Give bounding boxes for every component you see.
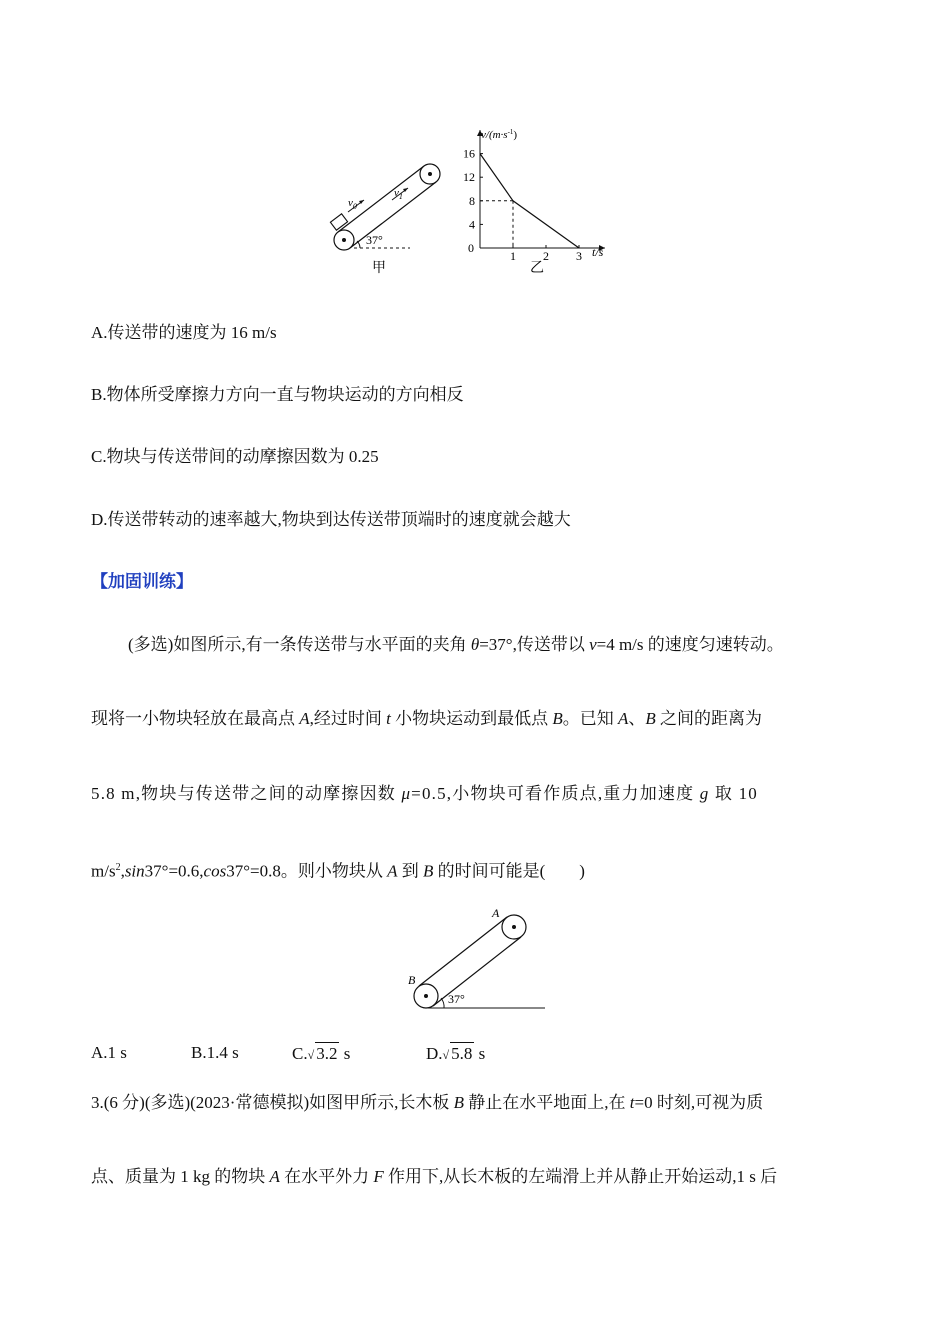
y-tick-label: 12 <box>463 170 475 185</box>
point-b-label: B <box>408 973 416 987</box>
caption-jia: 甲 <box>372 261 386 276</box>
point-a-label: A <box>492 906 500 920</box>
v0-label: $v_0$ <box>348 197 357 211</box>
origin-label: 0 <box>468 241 474 255</box>
q2-option-a: A.1 s <box>91 1043 127 1062</box>
caption-yi: 乙 <box>530 261 544 276</box>
q1-option-d: D.传送带转动的速率越大,物块到达传送带顶端时的速度就会越大 <box>91 510 571 529</box>
q2-option-c: C.√ 3.2 s <box>292 1044 351 1063</box>
q2-line-1: (多选)如图所示,有一条传送带与水平面的夹角 θ=37°,传送带以 v=4 m/s 的速度匀速转动。 <box>128 635 784 654</box>
figure-conveyor-and-vt-graph <box>320 120 620 280</box>
section-header: 【加固训练】 <box>91 572 193 591</box>
block <box>330 214 347 230</box>
y-tick-label: 16 <box>463 146 475 161</box>
q1-option-c: C.物块与传送带间的动摩擦因数为 0.25 <box>91 447 379 466</box>
v1-label: $v_1$ <box>394 187 403 201</box>
x-tick-label: 2 <box>543 249 549 263</box>
x-tick-label: 1 <box>510 249 516 263</box>
q2-option-d: D.√ 5.8 s <box>426 1044 486 1063</box>
conveyor-diagram-left <box>330 164 440 276</box>
figure-incline-conveyor <box>400 900 550 1015</box>
q2-line-3: 5.8 m,物块与传送带之间的动摩擦因数 μ=0.5,小物块可看作质点,重力加速度 g 取 10 <box>91 784 758 803</box>
q2-option-b: B.1.4 s <box>191 1043 239 1062</box>
q3-line-2: 点、质量为 1 kg 的物块 A 在水平外力 F 作用下,从长木板的左端滑上并从静止开始运动,1 s 后 <box>91 1167 778 1186</box>
incline-angle-label: 37° <box>448 992 465 1006</box>
q2-line-4: $m/s^2,\sin 37^\circ=0.6,\cos 37^\circ=0.8$。则小物块从 A 到 B 的时间可能是( ) <box>91 861 585 881</box>
x-tick-label: 3 <box>576 249 582 263</box>
q2-line-2: 现将一小物块轻放在最高点 A,经过时间 t 小物块运动到最低点 B。已知 A、B 之间的距离为 <box>91 709 763 728</box>
q1-option-a: A.传送带的速度为 16 m/s <box>91 323 277 342</box>
angle-label: 37° <box>366 233 383 247</box>
y-axis-label: $v/(m\cdot s^{-1})$ <box>481 128 518 141</box>
y-tick-label: 8 <box>469 193 475 208</box>
q3-line-1: 3.(6 分)(多选)(2023·常德模拟)如图甲所示,长木板 B 静止在水平地面上,在 t=0 时刻,可视为质 <box>91 1093 764 1112</box>
y-tick-label: 4 <box>469 217 475 232</box>
q1-option-b: B.物体所受摩擦力方向一直与物块运动的方向相反 <box>91 385 464 404</box>
x-axis-label: t/s <box>592 245 604 259</box>
vt-graph <box>463 128 605 276</box>
